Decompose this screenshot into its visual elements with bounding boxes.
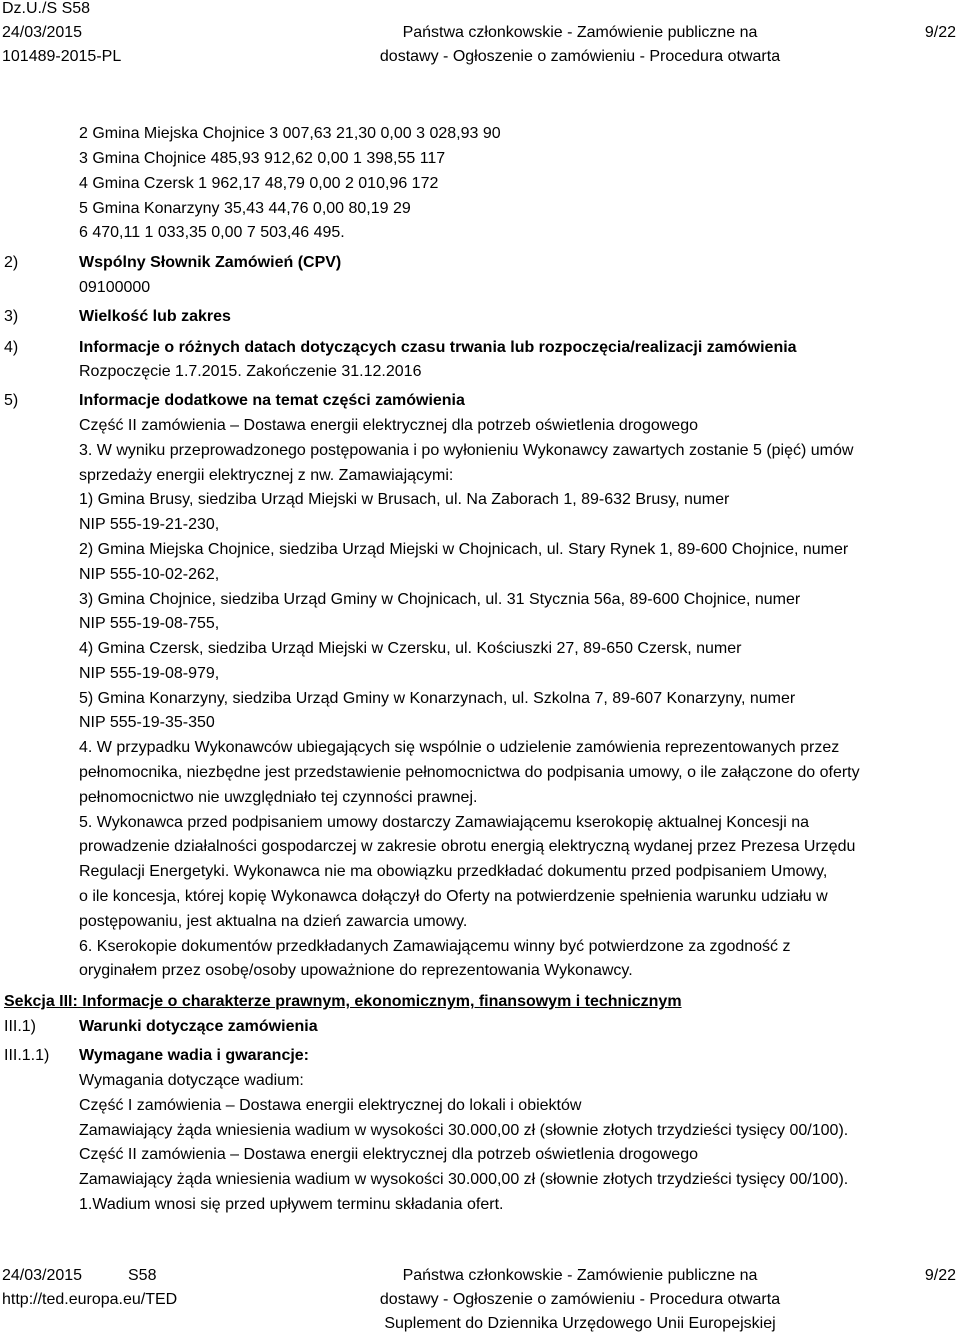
paragraph-line: Część I zamówienia – Dostawa energii elektrycznej do lokali i obiektów [79,1097,582,1114]
table-row: 3 Gmina Chojnice 485,93 912,62 0,00 1 398,55 117 [79,150,446,167]
header-title-line2: dostawy - Ogłoszenie o zamówieniu - Procedura otwarta [379,48,781,65]
footer-date: 24/03/2015 [2,1267,83,1284]
table-row: 2 Gmina Miejska Chojnice 3 007,63 21,30 0,00 3 028,93 90 [79,125,501,142]
extra-number: 5) [4,392,19,409]
section-3-1-heading: Warunki dotyczące zamówienia [79,1018,318,1035]
paragraph-line: 5. Wykonawca przed podpisaniem umowy dostarczy Zamawiającemu kserokopię aktualnej Koncesji na [79,814,809,831]
cpv-heading: Wspólny Słownik Zamówień (CPV) [79,254,342,271]
footer-title-line1: Państwa członkowskie - Zamówienie publiczne na [402,1267,758,1284]
notice-id: 101489-2015-PL [2,48,122,65]
paragraph-line: pełnomocnika, niezbędne jest przedstawienie pełnomocnictwa do podpisania umowy, o ile załączone do oferty [79,764,860,781]
table-row: 6 470,11 1 033,35 0,00 7 503,46 495. [79,224,345,241]
footer-url[interactable]: http://ted.europa.eu/TED [2,1291,178,1308]
paragraph-line: NIP 555-19-35-350 [79,714,215,731]
paragraph-line: 4. W przypadku Wykonawców ubiegających się wspólnie o udzielenie zamówienia reprezentowanych przez [79,739,840,756]
paragraph-line: NIP 555-19-08-979, [79,665,220,682]
paragraph-line: NIP 555-19-08-755, [79,615,220,632]
section-3-1-number: III.1) [4,1018,37,1035]
header-page-number: 9/22 [924,24,956,41]
paragraph-line: 1) Gmina Brusy, siedziba Urząd Miejski w Brusach, ul. Na Zaborach 1, 89-632 Brusy, numer [79,491,730,508]
footer-title-line2: dostawy - Ogłoszenie o zamówieniu - Procedura otwarta [379,1291,781,1308]
paragraph-line: postępowaniu, jest aktualna na dzień zawarcia umowy. [79,913,468,930]
scope-heading: Wielkość lub zakres [79,308,231,325]
paragraph-line: 3. W wyniku przeprowadzonego postępowania i po wyłonieniu Wykonawcy zawartych zostanie 5 (pięć) umów [79,442,854,459]
paragraph-line: 3) Gmina Chojnice, siedziba Urząd Gminy w Chojnicach, ul. 31 Stycznia 56a, 89-600 Chojnice, numer [79,591,801,608]
paragraph-line: 2) Gmina Miejska Chojnice, siedziba Urząd Miejski w Chojnicach, ul. Stary Rynek 1, 89-600 Chojnice, numer [79,541,849,558]
paragraph-line: 1.Wadium wnosi się przed upływem terminu składania ofert. [79,1196,504,1213]
paragraph-line: 5) Gmina Konarzyny, siedziba Urząd Gminy w Konarzynach, ul. Szkolna 7, 89-607 Konarzyny, numer [79,690,796,707]
footer-series: S58 [128,1267,157,1284]
paragraph-line: NIP 555-19-21-230, [79,516,220,533]
cpv-code: 09100000 [79,279,151,296]
paragraph-line: 4) Gmina Czersk, siedziba Urząd Miejski w Czersku, ul. Kościuszki 27, 89-650 Czersk, numer [79,640,742,657]
cpv-number: 2) [4,254,19,271]
section-3-1-1-heading: Wymagane wadia i gwarancje: [79,1047,310,1064]
table-row: 5 Gmina Konarzyny 35,43 44,76 0,00 80,19 29 [79,200,411,217]
header-date: 24/03/2015 [2,24,83,41]
paragraph-line: sprzedaży energii elektrycznej z nw. Zamawiającymi: [79,467,454,484]
dates-number: 4) [4,339,19,356]
header-title-line1: Państwa członkowskie - Zamówienie publiczne na [402,24,758,41]
scope-number: 3) [4,308,19,325]
paragraph-line: Część II zamówienia – Dostawa energii elektrycznej dla potrzeb oświetlenia drogowego [79,1146,698,1163]
paragraph-line: o ile koncesja, której kopię Wykonawca dołączył do Oferty na potwierdzenie spełnienia warunku udziału w [79,888,828,905]
paragraph-line: pełnomocnictwo nie uwzględniało tej czynności prawnej. [79,789,478,806]
table-row: 4 Gmina Czersk 1 962,17 48,79 0,00 2 010,96 172 [79,175,439,192]
section-3-1-1-number: III.1.1) [4,1047,50,1064]
paragraph-line: oryginałem przez osobę/osoby upoważnione do reprezentowania Wykonawcy. [79,962,633,979]
extra-heading: Informacje dodatkowe na temat części zamówienia [79,392,465,409]
section-heading: Sekcja III: Informacje o charakterze prawnym, ekonomicznym, finansowym i technicznym [4,993,682,1010]
paragraph-line: Wymagania dotyczące wadium: [79,1072,304,1089]
paragraph-line: Część II zamówienia – Dostawa energii elektrycznej dla potrzeb oświetlenia drogowego [79,417,698,434]
dates-heading: Informacje o różnych datach dotyczących czasu trwania lub rozpoczęcia/realizacji zamówienia [79,339,797,356]
footer-title-line3: Suplement do Dziennika Urzędowego Unii Europejskiej [384,1315,776,1332]
journal-ref: Dz.U./S S58 [2,0,91,17]
paragraph-line: 6. Kserokopie dokumentów przedkładanych Zamawiającemu winny być potwierdzone za zgodność z [79,938,791,955]
paragraph-line: Regulacji Energetyki. Wykonawca nie ma obowiązku przedkładać dokumentu przed podpisaniem Umowy, [79,863,828,880]
paragraph-line: Zamawiający żąda wniesienia wadium w wysokości 30.000,00 zł (słownie złotych trzydzieści tysięcy 00/100). [79,1171,849,1188]
paragraph-line: NIP 555-10-02-262, [79,566,220,583]
footer-page-number: 9/22 [924,1267,956,1284]
dates-value: Rozpoczęcie 1.7.2015. Zakończenie 31.12.2016 [79,363,422,380]
paragraph-line: prowadzenie działalności gospodarczej w zakresie obrotu energią elektryczną wydanej przez Prezesa Urzędu [79,838,856,855]
paragraph-line: Zamawiający żąda wniesienia wadium w wysokości 30.000,00 zł (słownie złotych trzydzieści tysięcy 00/100). [79,1122,849,1139]
